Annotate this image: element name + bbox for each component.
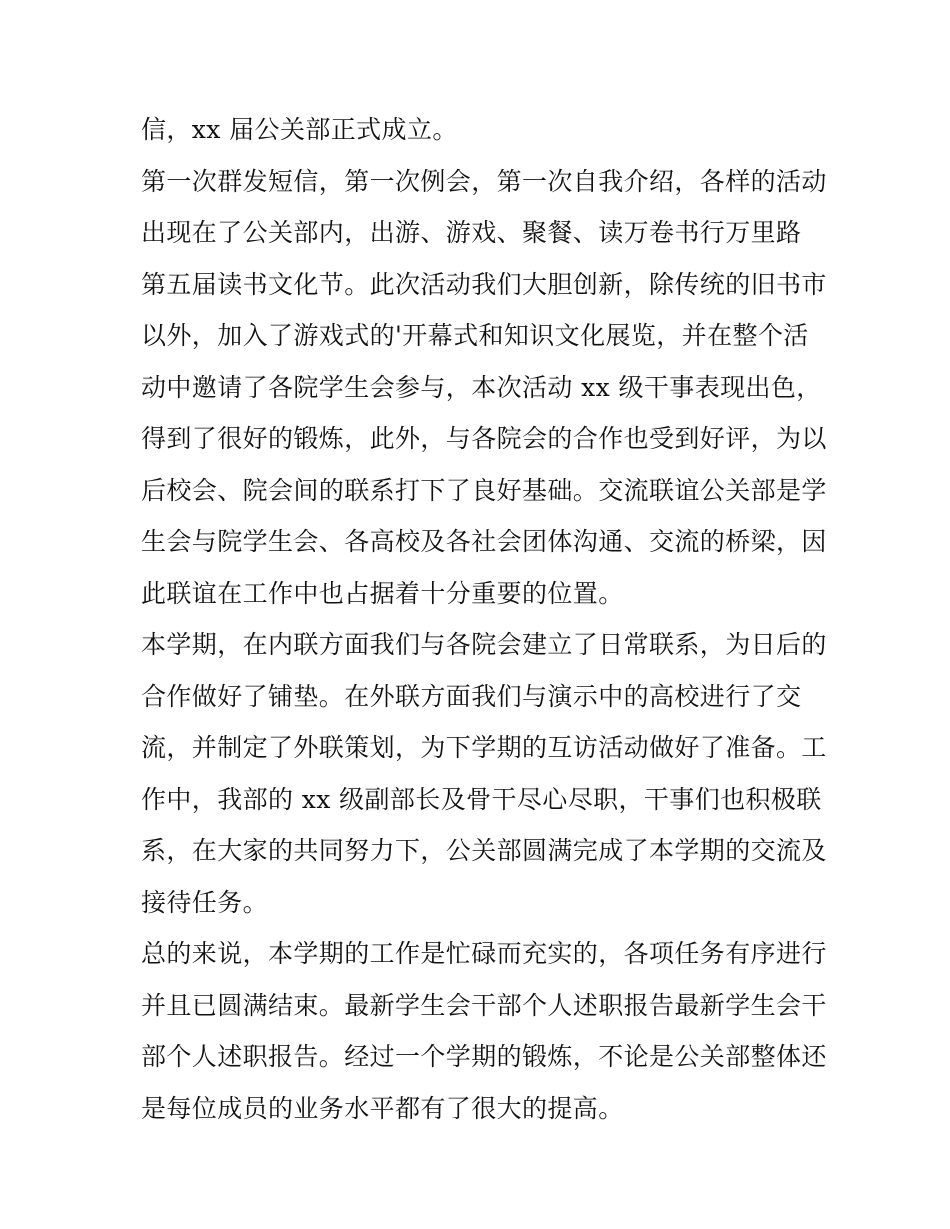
text-line: 此联谊在工作中也占据着十分重要的位置。 (141, 578, 624, 608)
text-line: 部个人述职报告。经过一个学期的锻炼，不论是公关部整体还 (141, 1042, 827, 1071)
text-line: 信，xx 届公关部正式成立。 (141, 115, 458, 144)
document-body (141, 104, 827, 1134)
text-line: 得到了很好的锻炼，此外，与各院会的合作也受到好评，为以 (141, 424, 827, 453)
text-line: 后校会、院会间的联系打下了良好基础。交流联谊公关部是学 (141, 475, 827, 505)
text-line: 动中邀请了各院学生会参与，本次活动 xx 级干事表现出色， (141, 372, 822, 402)
text-line: 第一次群发短信，第一次例会，第一次自我介绍，各样的活动 (141, 166, 827, 196)
text-line: 生会与院学生会、各高校及各社会团体沟通、交流的桥梁，因 (141, 527, 827, 556)
text-line: 以外，加入了游戏式的'开幕式和知识文化展览，并在整个活 (141, 321, 809, 350)
text-line: 合作做好了铺垫。在外联方面我们与演示中的高校进行了交 (141, 681, 802, 711)
text-line: 接待任务。 (141, 887, 269, 917)
text-line: 作中，我部的 xx 级副部长及骨干尽心尽职，干事们也积极联 (141, 784, 822, 814)
text-line: 系，在大家的共同努力下，公关部圆满完成了本学期的交流及 (141, 836, 827, 865)
text-line: 是每位成员的业务水平都有了很大的提高。 (141, 1093, 624, 1123)
text-line: 流，并制定了外联策划，为下学期的互访活动做好了准备。工 (141, 733, 827, 762)
text-line: 并且已圆满结束。最新学生会干部个人述职报告最新学生会干 (141, 990, 827, 1020)
text-line: 本学期，在内联方面我们与各院会建立了日常联系，为日后的 (141, 630, 827, 659)
text-line: 总的来说，本学期的工作是忙碌而充实的，各项任务有序进行 (141, 939, 827, 968)
text-line: 出现在了公关部内，出游、游戏、聚餐、读万卷书行万里路 (141, 218, 802, 247)
text-line: 第五届读书文化节。此次活动我们大胆创新，除传统的旧书市 (141, 269, 827, 299)
